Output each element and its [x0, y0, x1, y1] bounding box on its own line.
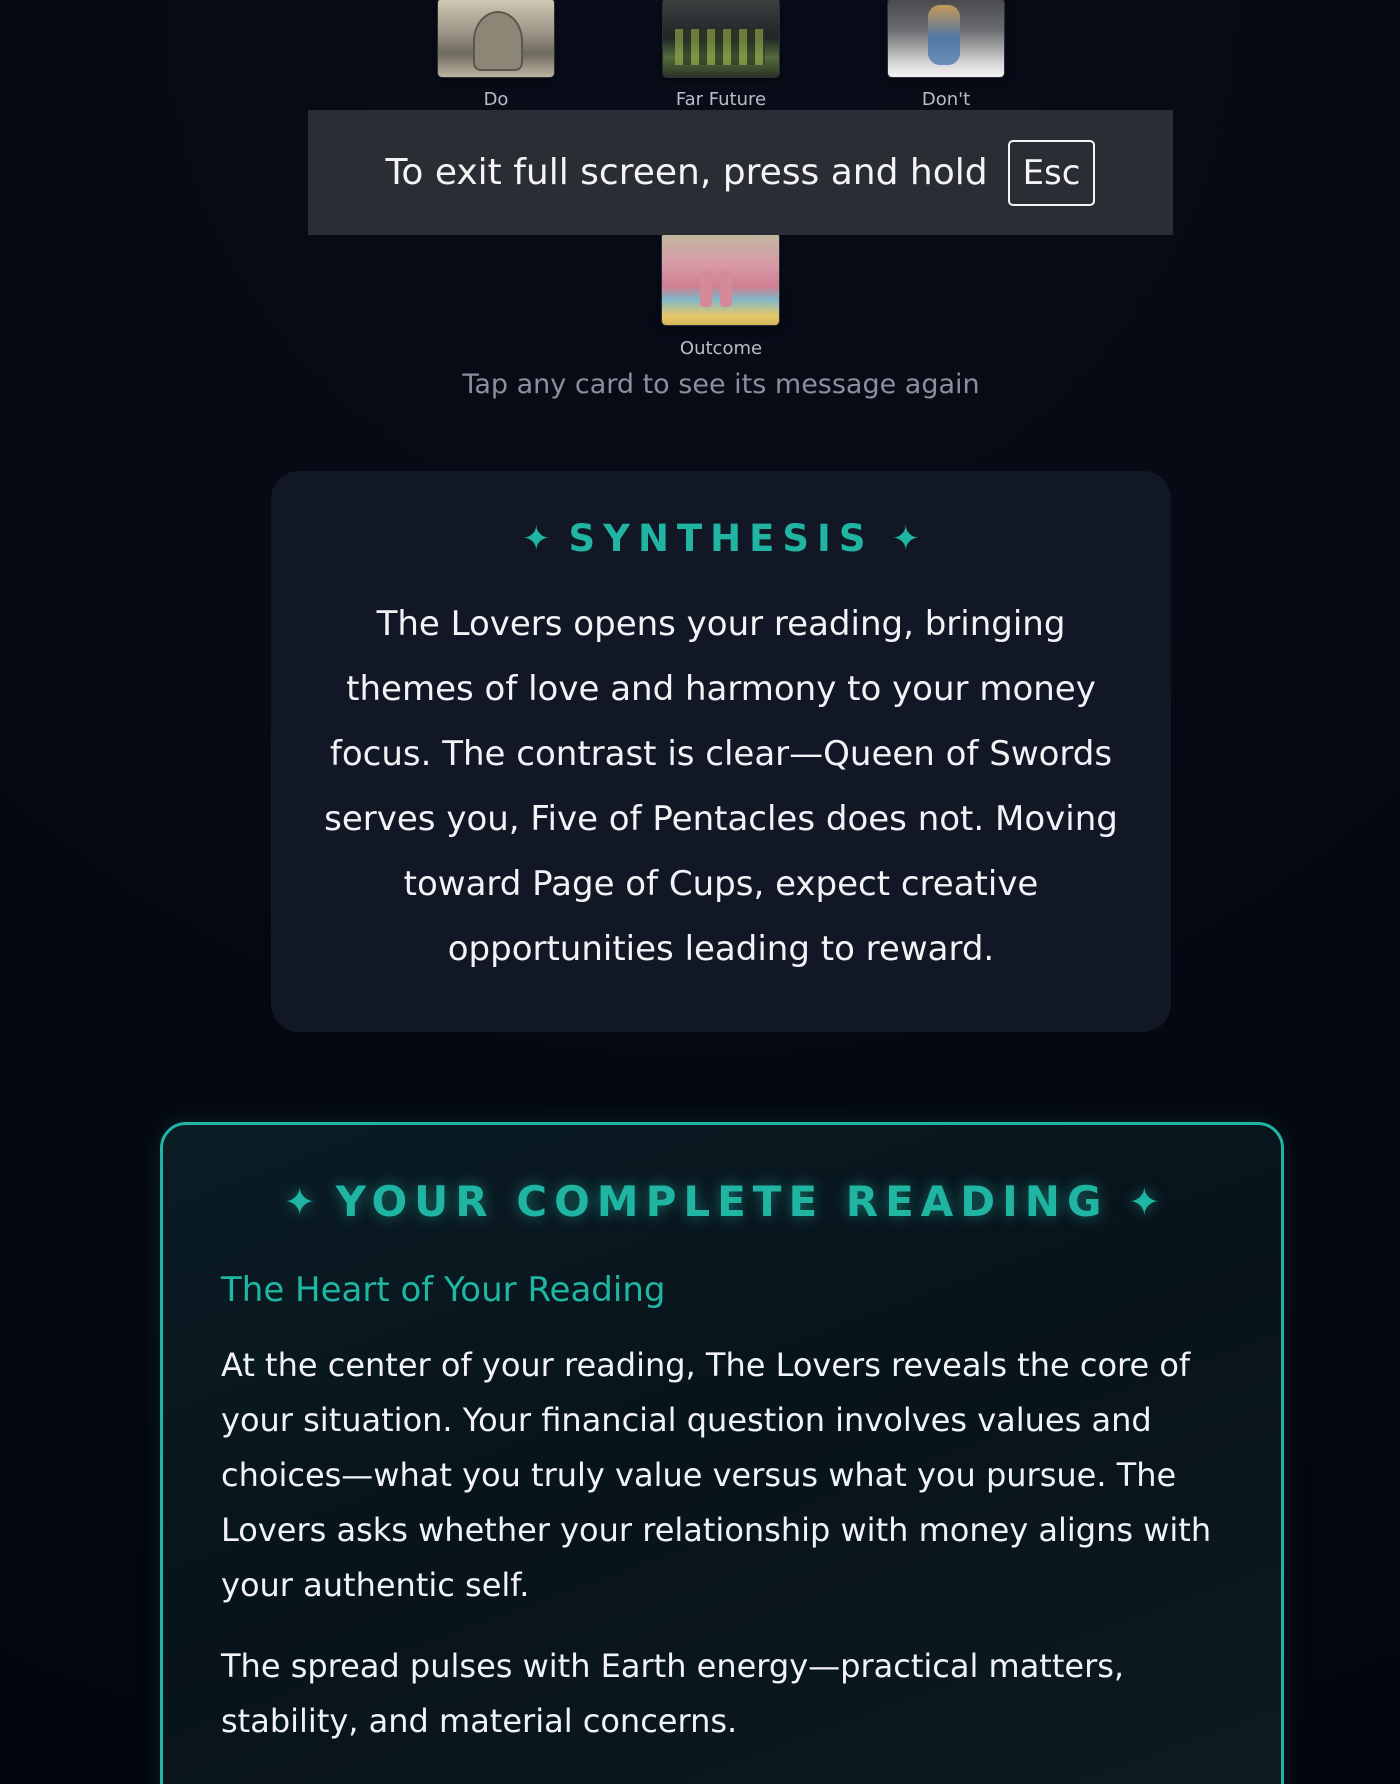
complete-reading-heading	[221, 1177, 1223, 1226]
card-label-far-future: Far Future	[675, 89, 767, 110]
synthesis-heading	[311, 517, 1131, 560]
card-label-dont: Don't	[921, 89, 971, 110]
reading-paragraph: At the center of your reading, The Lovers reveals the core of your situation. Your financial question involves values and choices—what you truly value versus what you pursue. The Lovers asks whether your relationship with money aligns with your authentic self.	[221, 1346, 1212, 1604]
sparkle-icon: ✦	[522, 518, 551, 559]
sparkle-icon: ✦	[283, 1179, 316, 1224]
esc-key-badge: Esc	[1008, 140, 1096, 206]
synthesis-text: The Lovers opens your reading, bringing themes of love and harmony to your money focus. The contrast is clear—Queen of Swords serves you, Five of Pentacles does not. Moving toward Page of Cups, expect creative opportunities leading to reward.	[324, 604, 1118, 969]
tarot-card-do[interactable]	[437, 0, 555, 78]
toast-message: To exit full screen, press and hold	[385, 152, 988, 193]
complete-reading-panel	[160, 1122, 1284, 1784]
tarot-card-dont[interactable]	[887, 0, 1005, 78]
section-heading: The Heart of Your Reading	[221, 1270, 666, 1310]
tarot-card-far-future[interactable]	[662, 0, 780, 78]
tarot-card-outcome[interactable]	[661, 232, 780, 326]
card-label-outcome: Outcome	[679, 338, 763, 359]
card-label-do: Do	[483, 89, 509, 110]
fullscreen-exit-toast	[308, 110, 1173, 235]
tap-card-hint: Tap any card to see its message again	[462, 369, 980, 400]
complete-reading-title: YOUR COMPLETE READING	[335, 1177, 1109, 1226]
synthesis-title: SYNTHESIS	[568, 517, 874, 560]
synthesis-panel	[271, 471, 1171, 1032]
sparkle-icon: ✦	[1128, 1179, 1161, 1224]
sparkle-icon: ✦	[891, 518, 920, 559]
reading-paragraph: The spread pulses with Earth energy—practical matters, stability, and material concerns.	[221, 1647, 1125, 1740]
